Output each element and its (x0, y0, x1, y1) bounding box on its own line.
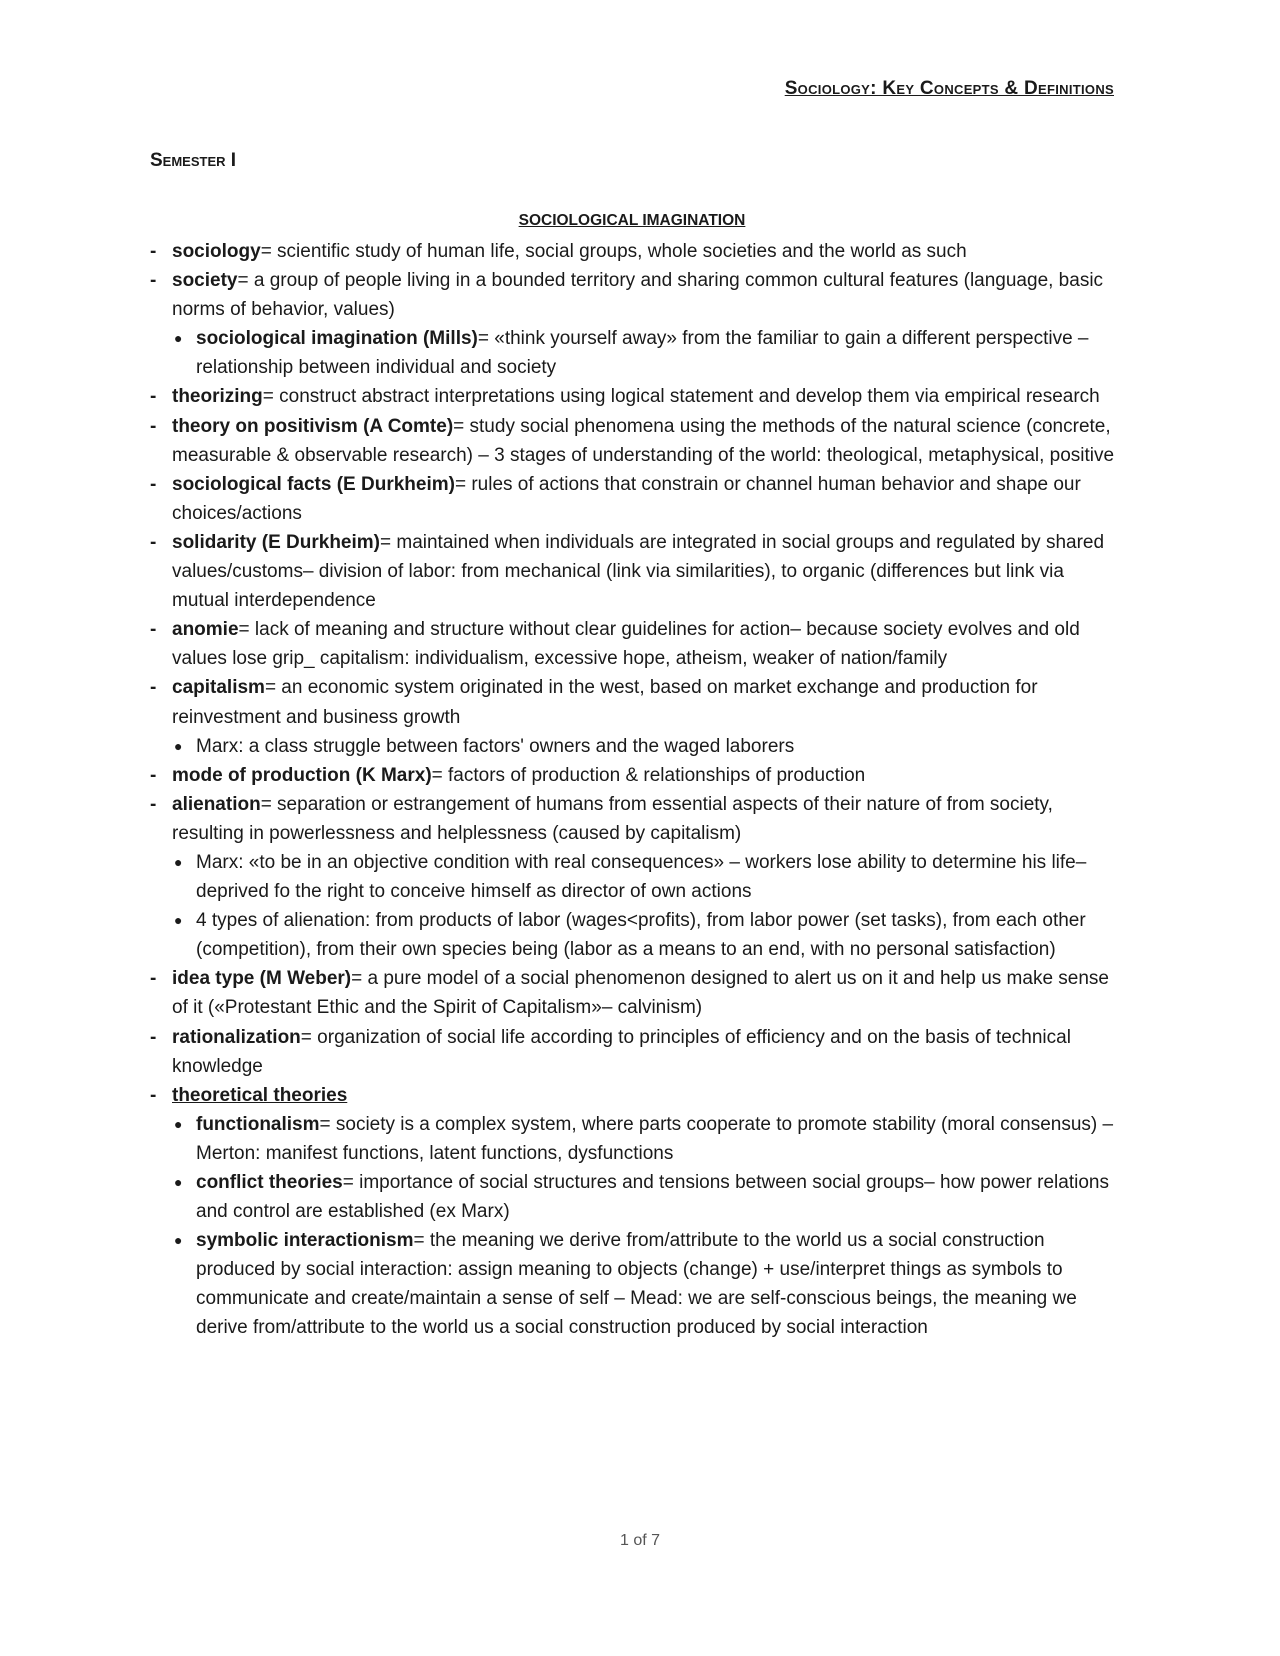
definition-text: = rules of actions that constrain or channel human behavior and shape our choices/actions (172, 473, 1081, 524)
definition-term: sociological imagination (Mills) (196, 328, 478, 350)
definition-item (150, 382, 1125, 411)
bullet-marker-icon: ● (174, 1115, 183, 1132)
dash-marker-icon: - (150, 1026, 157, 1048)
definition-text: = study social phenomena using the methods of the natural science (concrete, measurable & observable research) – 3 stages of understanding of the world: theological, metaphysical, positive (172, 415, 1115, 466)
definition-text: = lack of meaning and structure without clear guidelines for action– because society evolves and old values lose grip_ capitalism: individualism, excessive hope, atheism, weaker of nation/family (172, 619, 1080, 670)
definition-item (150, 528, 1125, 615)
dash-marker-icon: - (150, 270, 157, 292)
definition-item (150, 237, 1125, 266)
dash-marker-icon: - (150, 241, 157, 262)
definition-term: symbolic interactionism (196, 1230, 414, 1252)
definition-term: mode of production (K Marx) (172, 764, 432, 786)
definition-term: anomie (172, 619, 239, 641)
definition-text: = organization of social life according to principles of efficiency and on the basis of technical knowledge (172, 1026, 1071, 1077)
dash-marker-icon: - (150, 415, 157, 437)
dash-marker-icon: - (150, 531, 157, 553)
definition-text: = the meaning we derive from/attribute to the world us a social construction produced by social interaction: assign meaning to objects (change) + use/interpret things as symbols to communicate and create/maintain a sense of self – Mead: we are self-conscious beings, the meaning we derive from/attribute to the world us a social construction produced by social interaction (196, 1230, 1077, 1339)
definition-term: theory on positivism (A Comte) (172, 415, 454, 437)
definition-term: idea type (M Weber) (172, 968, 352, 990)
bullet-item (150, 1110, 1125, 1168)
bullet-item (150, 324, 1125, 382)
definition-item (150, 615, 1125, 673)
definition-item (150, 1081, 1125, 1110)
dash-marker-icon: - (150, 386, 157, 408)
definition-item (150, 266, 1125, 324)
definition-term: sociology (172, 241, 261, 262)
bullet-item (150, 1226, 1125, 1342)
definition-item (150, 761, 1125, 790)
bullet-item (150, 732, 1125, 761)
section-heading: SOCIOLOGICAL IMAGINATION (518, 212, 746, 229)
definition-text: = «think yourself away» from the familiar to gain a different perspective – relationship between individual and society (196, 328, 1089, 379)
bullet-marker-icon: ● (174, 912, 183, 929)
definition-term: functionalism (196, 1113, 320, 1135)
dash-marker-icon: - (150, 619, 157, 641)
dash-marker-icon: - (150, 968, 157, 990)
dash-marker-icon: - (150, 677, 157, 699)
definition-text: = scientific study of human life, social groups, whole societies and the world as such (260, 241, 967, 262)
definition-text: = maintained when individuals are integrated in social groups and regulated by shared values/customs– division of labor: from mechanical (link via similarities), to organic (differences but link via mutual interdependence (172, 531, 1105, 612)
bullet-marker-icon: ● (174, 1232, 183, 1249)
bullet-item (150, 906, 1125, 964)
definition-term: conflict theories (196, 1172, 343, 1193)
definition-text: = an economic system originated in the west, based on market exchange and production for reinvestment and business growth (172, 677, 1038, 728)
bullet-marker-icon: ● (174, 737, 183, 754)
definition-text: 4 types of alienation: from products of labor (wages<profits), from labor power (set tasks), from each other (competition), from their own species being (labor as a means to an end, with no personal satisfaction) (196, 910, 1086, 961)
semester-heading: Semester I (150, 150, 237, 171)
dash-marker-icon: - (150, 764, 157, 786)
page-number: 1 of 7 (619, 1532, 661, 1549)
definition-term: solidarity (E Durkheim) (172, 531, 380, 553)
definition-item (150, 790, 1125, 848)
definition-text: Marx: «to be in an objective condition with real consequences» – workers lose ability to determine his life– deprived fo the right to conceive himself as director of own actions (196, 851, 1087, 903)
definition-item (150, 412, 1125, 470)
definition-term: rationalization (172, 1026, 301, 1048)
definition-term: alienation (172, 793, 261, 815)
bullet-marker-icon: ● (174, 1174, 183, 1190)
dash-marker-icon: - (150, 793, 157, 815)
definition-item (150, 673, 1125, 731)
definition-term: society (172, 270, 238, 292)
definition-term: capitalism (172, 677, 265, 699)
definitions-list (150, 237, 1125, 1343)
definition-item (150, 964, 1125, 1022)
definition-item (150, 1023, 1125, 1081)
definition-item (150, 470, 1125, 528)
bullet-marker-icon: ● (174, 853, 183, 870)
dash-marker-icon: - (150, 1084, 157, 1106)
definition-text: = importance of social structures and tensions between social groups– how power relations and control are established (ex Marx) (196, 1172, 1109, 1223)
definition-text: = society is a complex system, where parts cooperate to promote stability (moral consensus) – Merton: manifest functions, latent functions, dysfunctions (196, 1113, 1114, 1164)
document-title: Sociology: Key Concepts & Definitions (784, 78, 1114, 99)
definition-text: = a group of people living in a bounded territory and sharing common cultural features (language, basic norms of behavior, values) (172, 270, 1104, 321)
definition-term: sociological facts (E Durkheim) (172, 473, 455, 495)
bullet-marker-icon: ● (174, 330, 183, 347)
bullet-item (150, 1168, 1125, 1226)
bullet-item (150, 848, 1125, 906)
dash-marker-icon: - (150, 473, 157, 495)
definition-text: = construct abstract interpretations using logical statement and develop them via empirical research (262, 386, 1100, 408)
definition-text: = separation or estrangement of humans from essential aspects of their nature of from society, resulting in powerlessness and helplessness (caused by capitalism) (172, 793, 1053, 844)
definition-text: Marx: a class struggle between factors' owners and the waged laborers (196, 735, 795, 757)
definition-text: = factors of production & relationships of production (431, 764, 866, 786)
definition-term: theoretical theories (172, 1084, 348, 1106)
definition-term: theorizing (172, 386, 263, 408)
definition-text: = a pure model of a social phenomenon designed to alert us on it and help us make sense of it («Protestant Ethic and the Spirit of Capitalism»– calvinism) (172, 968, 1109, 1019)
